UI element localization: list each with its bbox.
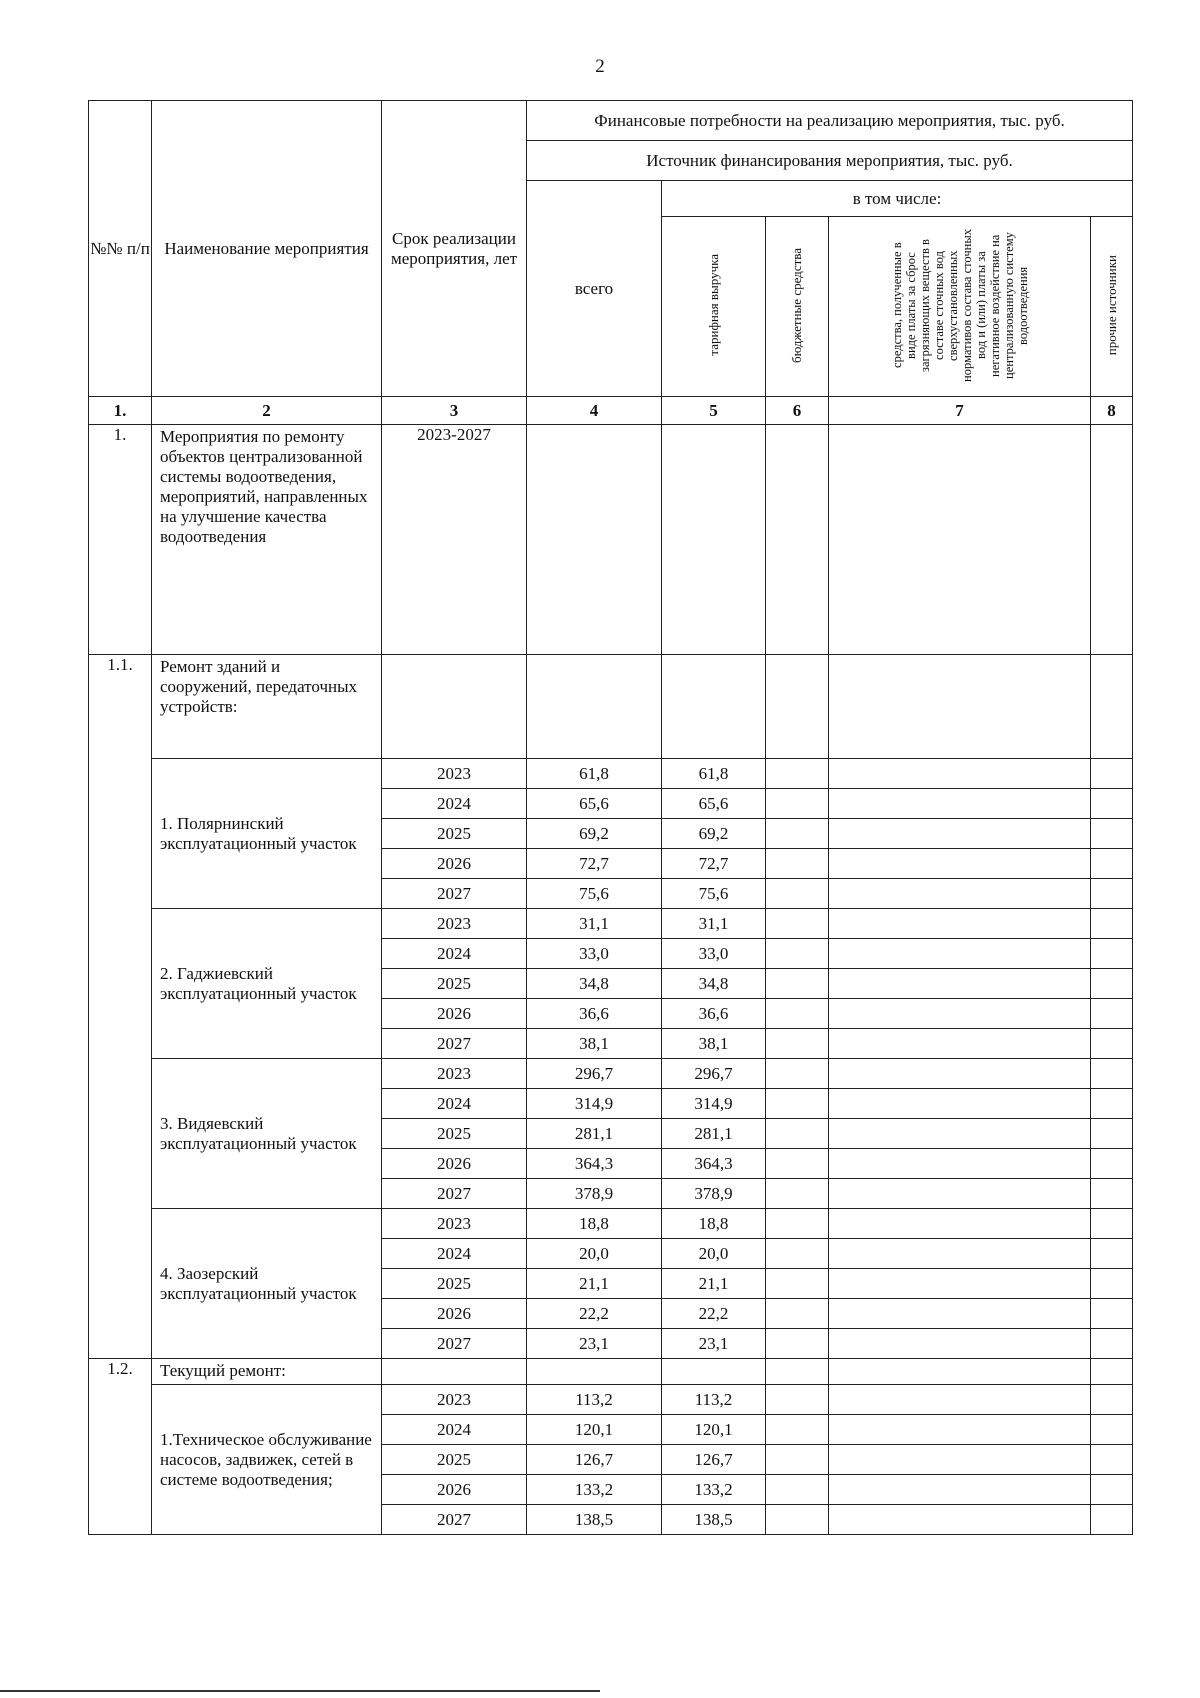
group5-fees-cell [829,1505,1091,1535]
group4-tariff-cell: 21,1 [662,1269,766,1299]
group1-tariff-cell: 61,8 [662,759,766,789]
header-fin-source: Источник финансирования мероприятия, тыс. руб. [527,141,1133,181]
group2-total-cell: 33,0 [527,939,662,969]
financing-table [88,100,1133,1535]
group2-budget-cell [766,999,829,1029]
section1-name: Мероприятия по ремонту объектов централизованной системы водоотведения, мероприятий, направленных на улучшение качества водоотведения [152,425,382,655]
header-other: прочие источники [1091,217,1133,397]
group4-total-cell: 20,0 [527,1239,662,1269]
group3-row [89,1059,1133,1089]
header-total: всего [527,181,662,397]
group4-fees-cell [829,1329,1091,1359]
group4-other-cell [1091,1329,1133,1359]
group2-year-cell: 2026 [382,999,527,1029]
group4-year-cell: 2027 [382,1329,527,1359]
group4-fees-cell [829,1269,1091,1299]
page-bottom-line [0,1690,600,1692]
section12-name: Текущий ремонт: [152,1359,382,1385]
group3-total-cell: 281,1 [527,1119,662,1149]
group1-year-cell: 2023 [382,759,527,789]
group5-other-cell [1091,1415,1133,1445]
group3-other-cell [1091,1089,1133,1119]
group1-fees-cell [829,759,1091,789]
group3-budget-cell [766,1179,829,1209]
group4-budget-cell [766,1239,829,1269]
group2-tariff-cell: 38,1 [662,1029,766,1059]
group1-other-cell [1091,789,1133,819]
group5-year-cell: 2026 [382,1475,527,1505]
group5-fees-cell [829,1415,1091,1445]
group5-tariff-cell: 133,2 [662,1475,766,1505]
group5-budget-cell [766,1445,829,1475]
group4-year-cell: 2025 [382,1269,527,1299]
group5-tariff-cell: 126,7 [662,1445,766,1475]
group4-fees-cell [829,1299,1091,1329]
group2-fees-cell [829,969,1091,999]
group3-year-cell: 2027 [382,1179,527,1209]
section1-term: 2023-2027 [382,425,527,655]
group3-total-cell: 296,7 [527,1059,662,1089]
group2-year-cell: 2023 [382,909,527,939]
group5-tariff-cell: 138,5 [662,1505,766,1535]
group5-name: 1.Техническое обслуживание насосов, задвижек, сетей в системе водоотведения; [152,1385,382,1535]
group5-tariff-cell: 120,1 [662,1415,766,1445]
group3-tariff-cell: 378,9 [662,1179,766,1209]
group5-total-cell: 120,1 [527,1415,662,1445]
group4-name: 4. Заозерский эксплуатационный участок [152,1209,382,1359]
group3-year-cell: 2024 [382,1089,527,1119]
group4-tariff-cell: 22,2 [662,1299,766,1329]
section11-name: Ремонт зданий и сооружений, передаточных устройств: [152,655,382,759]
group2-tariff-cell: 31,1 [662,909,766,939]
group1-tariff-cell: 75,6 [662,879,766,909]
group1-year-cell: 2025 [382,819,527,849]
group4-other-cell [1091,1239,1133,1269]
section1-num: 1. [89,425,152,655]
group1-fees-cell [829,819,1091,849]
header-budget: бюджетные средства [766,217,829,397]
group4-other-cell [1091,1269,1133,1299]
group5-total-cell: 138,5 [527,1505,662,1535]
colnum-3: 3 [382,397,527,425]
group1-other-cell [1091,759,1133,789]
group2-tariff-cell: 33,0 [662,939,766,969]
group3-name: 3. Видяевский эксплуатационный участок [152,1059,382,1209]
group4-budget-cell [766,1269,829,1299]
colnum-4: 4 [527,397,662,425]
group2-fees-cell [829,999,1091,1029]
group2-budget-cell [766,969,829,999]
group4-budget-cell [766,1209,829,1239]
group3-budget-cell [766,1149,829,1179]
group1-other-cell [1091,819,1133,849]
group3-budget-cell [766,1059,829,1089]
section12-num: 1.2. [89,1359,152,1535]
group4-total-cell: 22,2 [527,1299,662,1329]
group4-budget-cell [766,1329,829,1359]
group4-fees-cell [829,1209,1091,1239]
group2-total-cell: 34,8 [527,969,662,999]
group3-other-cell [1091,1149,1133,1179]
group1-row [89,759,1133,789]
group2-other-cell [1091,909,1133,939]
group1-budget-cell [766,819,829,849]
group3-year-cell: 2023 [382,1059,527,1089]
group5-other-cell [1091,1385,1133,1415]
colnum-7: 7 [829,397,1091,425]
group4-total-cell: 23,1 [527,1329,662,1359]
group2-other-cell [1091,969,1133,999]
group3-tariff-cell: 281,1 [662,1119,766,1149]
group2-budget-cell [766,939,829,969]
section11-num: 1.1. [89,655,152,1359]
group4-year-cell: 2023 [382,1209,527,1239]
group3-tariff-cell: 364,3 [662,1149,766,1179]
group3-fees-cell [829,1059,1091,1089]
group4-tariff-cell: 20,0 [662,1239,766,1269]
group3-total-cell: 314,9 [527,1089,662,1119]
group3-total-cell: 364,3 [527,1149,662,1179]
group1-tariff-cell: 65,6 [662,789,766,819]
colnum-6: 6 [766,397,829,425]
group5-other-cell [1091,1475,1133,1505]
group3-budget-cell [766,1119,829,1149]
group1-fees-cell [829,789,1091,819]
group5-other-cell [1091,1505,1133,1535]
group5-tariff-cell: 113,2 [662,1385,766,1415]
colnum-1: 1. [89,397,152,425]
group3-fees-cell [829,1149,1091,1179]
group2-name: 2. Гаджиевский эксплуатационный участок [152,909,382,1059]
header-name: Наименование мероприятия [152,101,382,397]
group3-fees-cell [829,1179,1091,1209]
page-number: 2 [595,56,605,77]
group3-fees-cell [829,1119,1091,1149]
group2-budget-cell [766,909,829,939]
group2-fees-cell [829,909,1091,939]
group4-row [89,1209,1133,1239]
group3-total-cell: 378,9 [527,1179,662,1209]
group2-other-cell [1091,1029,1133,1059]
group1-fees-cell [829,849,1091,879]
group4-total-cell: 18,8 [527,1209,662,1239]
group2-year-cell: 2024 [382,939,527,969]
group4-tariff-cell: 18,8 [662,1209,766,1239]
group5-year-cell: 2027 [382,1505,527,1535]
group4-total-cell: 21,1 [527,1269,662,1299]
group5-fees-cell [829,1445,1091,1475]
group5-total-cell: 126,7 [527,1445,662,1475]
group1-year-cell: 2027 [382,879,527,909]
group2-total-cell: 38,1 [527,1029,662,1059]
group1-year-cell: 2024 [382,789,527,819]
group1-fees-cell [829,879,1091,909]
group5-year-cell: 2023 [382,1385,527,1415]
header-fin-needs: Финансовые потребности на реализацию мероприятия, тыс. руб. [527,101,1133,141]
group3-budget-cell [766,1089,829,1119]
group2-fees-cell [829,939,1091,969]
group3-other-cell [1091,1119,1133,1149]
header-tariff: тарифная выручка [662,217,766,397]
group5-year-cell: 2024 [382,1415,527,1445]
group1-budget-cell [766,879,829,909]
group2-year-cell: 2027 [382,1029,527,1059]
group3-year-cell: 2025 [382,1119,527,1149]
colnum-2: 2 [152,397,382,425]
group4-other-cell [1091,1299,1133,1329]
group3-tariff-cell: 314,9 [662,1089,766,1119]
group4-year-cell: 2024 [382,1239,527,1269]
group1-budget-cell [766,759,829,789]
group2-year-cell: 2025 [382,969,527,999]
group4-year-cell: 2026 [382,1299,527,1329]
group2-budget-cell [766,1029,829,1059]
group2-tariff-cell: 34,8 [662,969,766,999]
header-including: в том числе: [662,181,1133,217]
group1-tariff-cell: 72,7 [662,849,766,879]
group5-total-cell: 113,2 [527,1385,662,1415]
group3-other-cell [1091,1059,1133,1089]
group5-year-cell: 2025 [382,1445,527,1475]
group1-budget-cell [766,849,829,879]
group3-fees-cell [829,1089,1091,1119]
group5-budget-cell [766,1415,829,1445]
colnum-8: 8 [1091,397,1133,425]
group1-total-cell: 75,6 [527,879,662,909]
group2-row [89,909,1133,939]
group1-total-cell: 69,2 [527,819,662,849]
group5-budget-cell [766,1475,829,1505]
header-fees: средства, полученные в виде платы за сброс загрязняющих веществ в составе сточных вод сверхустановленных нормативов состава сточных вод и (или) платы за негативное воздействие на централизованную систему водоотведения [829,217,1091,397]
group1-total-cell: 61,8 [527,759,662,789]
group1-year-cell: 2026 [382,849,527,879]
group5-budget-cell [766,1385,829,1415]
group5-fees-cell [829,1385,1091,1415]
group3-other-cell [1091,1179,1133,1209]
group5-budget-cell [766,1505,829,1535]
group2-total-cell: 31,1 [527,909,662,939]
group4-fees-cell [829,1239,1091,1269]
group1-budget-cell [766,789,829,819]
group4-tariff-cell: 23,1 [662,1329,766,1359]
group2-other-cell [1091,939,1133,969]
group2-other-cell [1091,999,1133,1029]
group5-fees-cell [829,1475,1091,1505]
group1-other-cell [1091,849,1133,879]
group5-total-cell: 133,2 [527,1475,662,1505]
header-num: №№ п/п [89,101,152,397]
group4-other-cell [1091,1209,1133,1239]
group5-other-cell [1091,1445,1133,1475]
group1-total-cell: 72,7 [527,849,662,879]
group3-year-cell: 2026 [382,1149,527,1179]
group1-other-cell [1091,879,1133,909]
group1-name: 1. Полярнинский эксплуатационный участок [152,759,382,909]
group1-total-cell: 65,6 [527,789,662,819]
header-term: Срок реализации мероприятия, лет [382,101,527,397]
group2-total-cell: 36,6 [527,999,662,1029]
group5-row [89,1385,1133,1415]
colnum-5: 5 [662,397,766,425]
group1-tariff-cell: 69,2 [662,819,766,849]
group2-fees-cell [829,1029,1091,1059]
group3-tariff-cell: 296,7 [662,1059,766,1089]
group2-tariff-cell: 36,6 [662,999,766,1029]
group4-budget-cell [766,1299,829,1329]
